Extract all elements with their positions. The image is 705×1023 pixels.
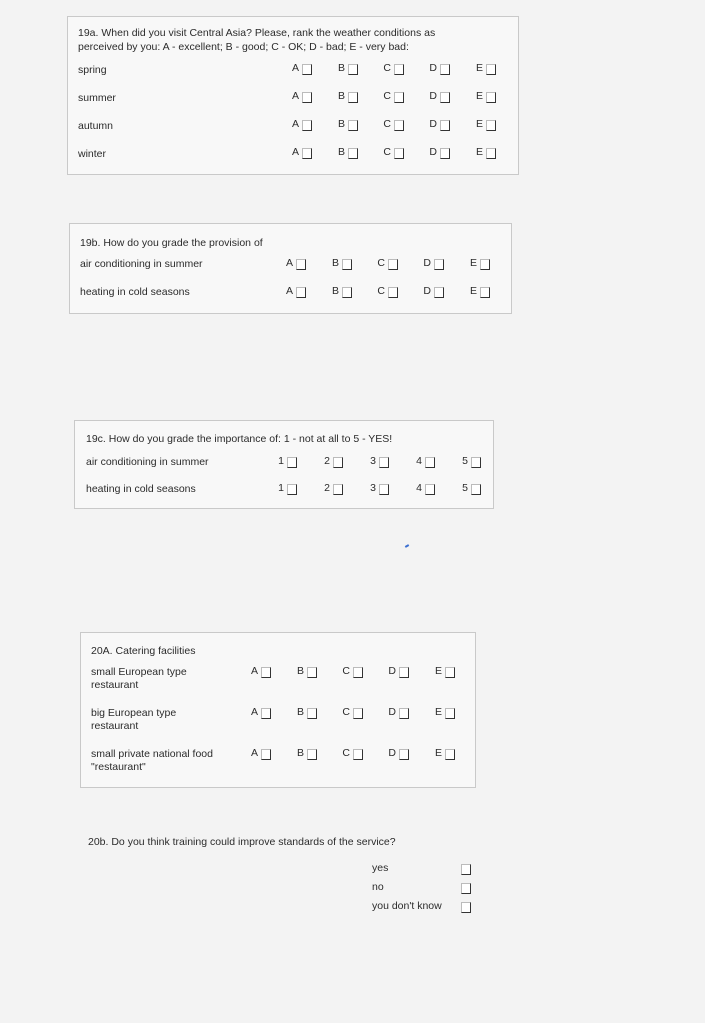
checkbox-winter-c[interactable] bbox=[394, 148, 404, 159]
checkbox-dont-know[interactable] bbox=[461, 902, 471, 913]
rating-options-winter bbox=[290, 145, 520, 159]
option-label: A bbox=[250, 706, 258, 718]
checkbox-no[interactable] bbox=[461, 883, 471, 894]
checkbox-ac-importance-5[interactable] bbox=[471, 457, 481, 468]
checkbox-summer-e[interactable] bbox=[486, 92, 496, 103]
option-label: A bbox=[291, 118, 299, 130]
checkbox-small-european-b[interactable] bbox=[307, 667, 317, 678]
checkbox-small-european-c[interactable] bbox=[353, 667, 363, 678]
option-label: 3 bbox=[370, 455, 376, 467]
question-19a-box bbox=[67, 16, 519, 175]
checkbox-winter-a[interactable] bbox=[302, 148, 312, 159]
checkbox-big-european-c[interactable] bbox=[353, 708, 363, 719]
option-label: 5 bbox=[462, 455, 468, 467]
checkbox-small-national-b[interactable] bbox=[307, 749, 317, 760]
option-label: B bbox=[337, 62, 345, 74]
rating-options-big-european bbox=[249, 705, 479, 719]
option-label: B bbox=[331, 257, 339, 269]
option-label: 4 bbox=[416, 482, 422, 494]
row-label-air-conditioning-importance: air conditioning in summer bbox=[86, 456, 209, 468]
option-label: E bbox=[475, 90, 483, 102]
question-19b-box bbox=[69, 223, 512, 314]
option-label: B bbox=[337, 118, 345, 130]
option-label: E bbox=[434, 706, 442, 718]
option-label: D bbox=[388, 665, 396, 677]
checkbox-summer-b[interactable] bbox=[348, 92, 358, 103]
checkbox-summer-d[interactable] bbox=[440, 92, 450, 103]
question-20a-box bbox=[80, 632, 476, 788]
checkbox-small-national-d[interactable] bbox=[399, 749, 409, 760]
option-label: A bbox=[291, 62, 299, 74]
row-label-small-european-restaurant bbox=[91, 666, 187, 692]
option-label: A bbox=[250, 665, 258, 677]
row-label-summer: summer bbox=[78, 92, 116, 104]
row-label-line1: small private national food bbox=[91, 748, 213, 760]
checkbox-winter-e[interactable] bbox=[486, 148, 496, 159]
checkbox-summer-a[interactable] bbox=[302, 92, 312, 103]
option-label: E bbox=[434, 665, 442, 677]
checkbox-ac-importance-1[interactable] bbox=[287, 457, 297, 468]
checkbox-winter-b[interactable] bbox=[348, 148, 358, 159]
option-label: B bbox=[296, 665, 304, 677]
question-20a-title: 20A. Catering facilities bbox=[91, 645, 196, 657]
checkbox-autumn-e[interactable] bbox=[486, 120, 496, 131]
question-19c-box bbox=[74, 420, 494, 509]
option-label: E bbox=[469, 285, 477, 297]
rating-options-small-national bbox=[249, 746, 479, 760]
row-label-heating: heating in cold seasons bbox=[80, 286, 190, 298]
checkbox-summer-c[interactable] bbox=[394, 92, 404, 103]
option-label: D bbox=[429, 146, 437, 158]
question-19c-title: 19c. How do you grade the importance of: 1 - not at all to 5 - YES! bbox=[86, 433, 393, 445]
rating-options-spring bbox=[290, 61, 520, 75]
option-label: 4 bbox=[416, 455, 422, 467]
row-label-line2: "restaurant" bbox=[91, 761, 146, 773]
option-label: B bbox=[296, 706, 304, 718]
importance-options-air-conditioning bbox=[275, 454, 505, 468]
checkbox-heating-d[interactable] bbox=[434, 287, 444, 298]
row-label-big-european-restaurant bbox=[91, 707, 176, 733]
row-label-spring: spring bbox=[78, 64, 107, 76]
checkbox-yes[interactable] bbox=[461, 864, 471, 875]
stray-pen-mark bbox=[405, 544, 409, 548]
answer-label-no: no bbox=[372, 881, 384, 893]
option-label: A bbox=[250, 747, 258, 759]
question-19b-title: 19b. How do you grade the provision of bbox=[80, 237, 263, 249]
option-label: E bbox=[475, 62, 483, 74]
option-label: C bbox=[383, 90, 391, 102]
option-label: 3 bbox=[370, 482, 376, 494]
checkbox-autumn-c[interactable] bbox=[394, 120, 404, 131]
option-label: C bbox=[383, 118, 391, 130]
checkbox-autumn-b[interactable] bbox=[348, 120, 358, 131]
option-label: A bbox=[285, 285, 293, 297]
option-label: A bbox=[291, 90, 299, 102]
checkbox-small-national-c[interactable] bbox=[353, 749, 363, 760]
option-label: E bbox=[475, 146, 483, 158]
question-19a-title-line2: perceived by you: A - excellent; B - good; C - OK; D - bad; E - very bad: bbox=[78, 41, 409, 53]
option-label: D bbox=[429, 118, 437, 130]
checkbox-heating-importance-4[interactable] bbox=[425, 484, 435, 495]
checkbox-heating-b[interactable] bbox=[342, 287, 352, 298]
checkbox-autumn-d[interactable] bbox=[440, 120, 450, 131]
option-label: 1 bbox=[278, 482, 284, 494]
question-19a-title-line1: 19a. When did you visit Central Asia? Please, rank the weather conditions as bbox=[78, 27, 436, 39]
option-label: C bbox=[383, 62, 391, 74]
row-label-line2: restaurant bbox=[91, 679, 139, 691]
option-label: E bbox=[434, 747, 442, 759]
option-label: A bbox=[291, 146, 299, 158]
option-label: D bbox=[388, 747, 396, 759]
checkbox-spring-c[interactable] bbox=[394, 64, 404, 75]
option-label: E bbox=[475, 118, 483, 130]
option-label: D bbox=[423, 285, 431, 297]
rating-options-small-european bbox=[249, 664, 479, 678]
rating-options-heating bbox=[284, 284, 514, 298]
checkbox-heating-a[interactable] bbox=[296, 287, 306, 298]
option-label: D bbox=[429, 90, 437, 102]
checkbox-ac-importance-2[interactable] bbox=[333, 457, 343, 468]
answer-label-yes: yes bbox=[372, 862, 389, 874]
checkbox-autumn-a[interactable] bbox=[302, 120, 312, 131]
row-label-line2: restaurant bbox=[91, 720, 139, 732]
option-label: B bbox=[337, 146, 345, 158]
checkbox-ac-a[interactable] bbox=[296, 259, 306, 270]
checkbox-ac-importance-3[interactable] bbox=[379, 457, 389, 468]
checkbox-heating-importance-1[interactable] bbox=[287, 484, 297, 495]
checkbox-heating-importance-5[interactable] bbox=[471, 484, 481, 495]
checkbox-spring-b[interactable] bbox=[348, 64, 358, 75]
option-label: A bbox=[285, 257, 293, 269]
option-label: D bbox=[429, 62, 437, 74]
option-label: D bbox=[388, 706, 396, 718]
row-label-line1: big European type bbox=[91, 707, 177, 719]
checkbox-ac-e[interactable] bbox=[480, 259, 490, 270]
checkbox-small-european-d[interactable] bbox=[399, 667, 409, 678]
rating-options-autumn bbox=[290, 117, 520, 131]
checkbox-big-european-e[interactable] bbox=[445, 708, 455, 719]
checkbox-ac-c[interactable] bbox=[388, 259, 398, 270]
rating-options-summer bbox=[290, 89, 520, 103]
checkbox-ac-d[interactable] bbox=[434, 259, 444, 270]
option-label: C bbox=[342, 665, 350, 677]
checkbox-heating-importance-3[interactable] bbox=[379, 484, 389, 495]
checkbox-small-national-e[interactable] bbox=[445, 749, 455, 760]
importance-options-heating bbox=[275, 481, 505, 495]
option-label: C bbox=[383, 146, 391, 158]
checkbox-heating-e[interactable] bbox=[480, 287, 490, 298]
option-label: B bbox=[331, 285, 339, 297]
question-20b-title: 20b. Do you think training could improve standards of the service? bbox=[88, 836, 396, 848]
option-label: C bbox=[342, 706, 350, 718]
row-label-heating-importance: heating in cold seasons bbox=[86, 483, 196, 495]
row-label-small-national-restaurant bbox=[91, 748, 213, 774]
checkbox-spring-a[interactable] bbox=[302, 64, 312, 75]
option-label: 2 bbox=[324, 455, 330, 467]
option-label: C bbox=[377, 285, 385, 297]
question-19a-title bbox=[78, 26, 435, 54]
checkbox-big-european-d[interactable] bbox=[399, 708, 409, 719]
option-label: D bbox=[423, 257, 431, 269]
checkbox-ac-b[interactable] bbox=[342, 259, 352, 270]
row-label-autumn: autumn bbox=[78, 120, 114, 132]
row-label-air-conditioning: air conditioning in summer bbox=[80, 258, 203, 270]
checkbox-heating-importance-2[interactable] bbox=[333, 484, 343, 495]
checkbox-winter-d[interactable] bbox=[440, 148, 450, 159]
answer-label-dont-know: you don't know bbox=[372, 900, 442, 912]
checkbox-small-european-a[interactable] bbox=[261, 667, 271, 678]
checkbox-big-european-a[interactable] bbox=[261, 708, 271, 719]
checkbox-spring-d[interactable] bbox=[440, 64, 450, 75]
option-label: B bbox=[296, 747, 304, 759]
checkbox-ac-importance-4[interactable] bbox=[425, 457, 435, 468]
option-label: 1 bbox=[278, 455, 284, 467]
row-label-line1: small European type bbox=[91, 666, 187, 678]
checkbox-small-european-e[interactable] bbox=[445, 667, 455, 678]
option-label: 5 bbox=[462, 482, 468, 494]
checkbox-big-european-b[interactable] bbox=[307, 708, 317, 719]
checkbox-heating-c[interactable] bbox=[388, 287, 398, 298]
option-label: E bbox=[469, 257, 477, 269]
option-label: C bbox=[342, 747, 350, 759]
option-label: B bbox=[337, 90, 345, 102]
checkbox-spring-e[interactable] bbox=[486, 64, 496, 75]
checkbox-small-national-a[interactable] bbox=[261, 749, 271, 760]
rating-options-air-conditioning bbox=[284, 256, 514, 270]
option-label: 2 bbox=[324, 482, 330, 494]
option-label: C bbox=[377, 257, 385, 269]
row-label-winter: winter bbox=[78, 148, 107, 160]
